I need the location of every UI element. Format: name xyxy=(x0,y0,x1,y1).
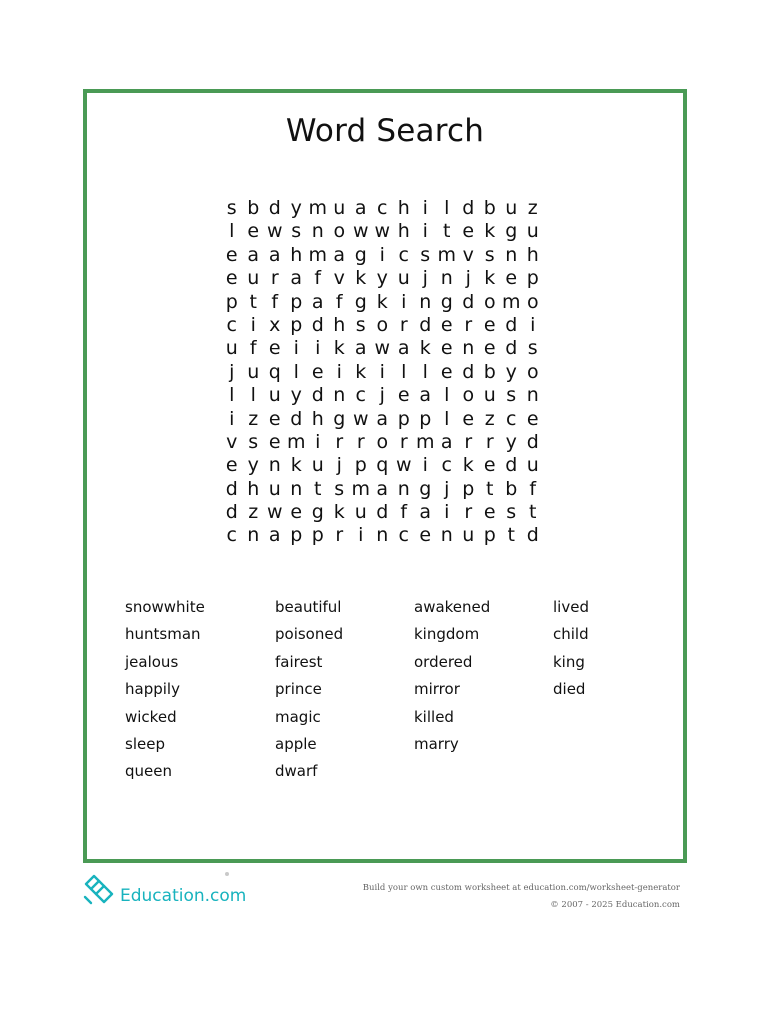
grid-letter: u xyxy=(354,501,367,524)
grid-letter: k xyxy=(355,267,367,290)
grid-letter: w xyxy=(266,501,283,524)
grid-letter: e xyxy=(483,454,496,477)
grid-letter: w xyxy=(374,220,391,243)
grid-letter: w xyxy=(266,220,283,243)
grid-letter: a xyxy=(268,243,281,266)
grid-letter: r xyxy=(464,430,473,453)
grid-letter: i xyxy=(379,360,385,383)
grid-letter: o xyxy=(376,430,389,453)
grid-letter: f xyxy=(271,290,279,313)
grid-letter: i xyxy=(530,313,536,336)
word-item: king xyxy=(553,652,585,671)
grid-letter: h xyxy=(526,243,539,266)
grid-letter: y xyxy=(376,267,388,290)
grid-letter: b xyxy=(505,477,518,500)
word-item: kingdom xyxy=(414,625,480,644)
word-item: happily xyxy=(125,680,180,699)
grid-letter: a xyxy=(419,501,432,524)
grid-letter: a xyxy=(333,243,346,266)
grid-letter: e xyxy=(483,313,496,336)
grid-letter: h xyxy=(333,313,346,336)
grid-letter: n xyxy=(505,243,518,266)
grid-letter: m xyxy=(308,197,327,219)
grid-letter: e xyxy=(440,337,453,360)
grid-row xyxy=(221,220,544,243)
grid-letter: q xyxy=(376,454,389,477)
grid-letter: d xyxy=(462,360,475,383)
grid-letter: g xyxy=(311,501,324,524)
grid-letter: r xyxy=(335,524,344,547)
word-item: dwarf xyxy=(275,762,318,781)
grid-letter: i xyxy=(422,197,428,219)
grid-letter: s xyxy=(334,477,345,500)
grid-letter: m xyxy=(286,430,306,453)
grid-letter: f xyxy=(335,290,343,313)
word-item: poisoned xyxy=(275,625,344,644)
grid-letter: e xyxy=(462,220,475,243)
grid-letter: a xyxy=(376,407,389,430)
grid-letter: i xyxy=(229,407,235,430)
grid-letter: v xyxy=(462,243,474,266)
grid-letter: p xyxy=(290,313,303,336)
word-item: wicked xyxy=(125,707,177,726)
grid-letter: j xyxy=(422,267,428,290)
grid-letter: e xyxy=(483,337,496,360)
grid-letter: i xyxy=(422,454,428,477)
grid-letter: a xyxy=(247,243,260,266)
grid-letter: d xyxy=(225,501,238,524)
grid-letter: e xyxy=(397,384,410,407)
word-item: killed xyxy=(414,707,454,726)
grid-letter: k xyxy=(376,290,388,313)
grid-letter: d xyxy=(526,430,539,453)
word-item: jealous xyxy=(125,652,179,671)
grid-letter: p xyxy=(290,290,303,313)
grid-letter: d xyxy=(462,290,475,313)
grid-letter: m xyxy=(437,243,456,266)
grid-letter: a xyxy=(354,337,367,360)
grid-letter: k xyxy=(419,337,431,360)
grid-letter: d xyxy=(225,477,238,500)
grid-letter: o xyxy=(462,384,475,407)
grid-row xyxy=(221,291,544,314)
grid-letter: u xyxy=(483,384,496,407)
grid-letter: s xyxy=(355,313,366,336)
grid-letter: w xyxy=(352,407,369,430)
grid-letter: l xyxy=(422,360,428,383)
grid-row xyxy=(221,361,544,384)
grid-row xyxy=(221,244,544,267)
grid-letter: p xyxy=(483,524,496,547)
grid-letter: f xyxy=(400,501,408,524)
grid-letter: i xyxy=(315,337,321,360)
grid-letter: w xyxy=(374,337,391,360)
grid-letter: i xyxy=(401,290,407,313)
word-item: fairest xyxy=(275,652,323,671)
grid-letter: o xyxy=(526,290,539,313)
grid-letter: y xyxy=(247,454,259,477)
grid-letter: u xyxy=(311,454,324,477)
grid-letter: a xyxy=(311,290,324,313)
grid-letter: u xyxy=(397,267,410,290)
grid-letter: y xyxy=(505,430,517,453)
grid-letter: s xyxy=(527,337,538,360)
grid-letter: c xyxy=(398,524,409,547)
grid-letter: h xyxy=(247,477,260,500)
grid-letter: g xyxy=(354,290,367,313)
grid-letter: n xyxy=(290,477,303,500)
grid-letter: z xyxy=(484,407,495,430)
grid-letter: b xyxy=(247,197,260,219)
grid-letter: e xyxy=(225,454,238,477)
grid-letter: d xyxy=(311,313,324,336)
grid-letter: u xyxy=(333,197,346,219)
grid-letter: r xyxy=(270,267,279,290)
grid-letter: e xyxy=(268,430,281,453)
grid-letter: n xyxy=(526,384,539,407)
grid-letter: e xyxy=(268,337,281,360)
grid-letter: d xyxy=(505,313,518,336)
grid-letter: d xyxy=(505,454,518,477)
grid-letter: e xyxy=(290,501,303,524)
grid-letter: j xyxy=(465,267,471,290)
grid-row xyxy=(221,501,544,524)
word-column-2 xyxy=(275,594,343,786)
grid-letter: a xyxy=(440,430,453,453)
grid-letter: j xyxy=(336,454,342,477)
grid-letter: u xyxy=(462,524,475,547)
grid-letter: u xyxy=(526,220,539,243)
grid-letter: a xyxy=(419,384,432,407)
grid-letter: o xyxy=(483,290,496,313)
grid-letter: e xyxy=(462,407,475,430)
grid-letter: t xyxy=(529,501,537,524)
grid-letter: p xyxy=(290,524,303,547)
grid-letter: b xyxy=(483,197,496,219)
grid-letter: s xyxy=(291,220,302,243)
word-item: apple xyxy=(275,734,317,753)
grid-letter: c xyxy=(226,313,237,336)
grid-letter: y xyxy=(290,197,302,219)
grid-letter: f xyxy=(249,337,257,360)
grid-letter: j xyxy=(379,384,385,407)
word-item: ordered xyxy=(414,652,473,671)
grid-letter: n xyxy=(440,524,453,547)
grid-letter: d xyxy=(376,501,389,524)
grid-letter: w xyxy=(395,454,412,477)
grid-row xyxy=(221,454,544,477)
grid-letter: c xyxy=(377,197,388,219)
word-item: lived xyxy=(553,598,589,616)
grid-letter: n xyxy=(419,290,432,313)
grid-row xyxy=(221,267,544,290)
grid-letter: d xyxy=(290,407,303,430)
grid-letter: o xyxy=(376,313,389,336)
grid-letter: n xyxy=(440,267,453,290)
grid-row xyxy=(221,431,544,454)
grid-letter: u xyxy=(225,337,238,360)
grid-letter: d xyxy=(505,337,518,360)
grid-letter: r xyxy=(464,501,473,524)
grid-row xyxy=(221,197,544,220)
grid-letter: k xyxy=(484,267,496,290)
grid-letter: s xyxy=(484,243,495,266)
word-item: awakened xyxy=(414,598,491,616)
grid-letter: i xyxy=(336,360,342,383)
grid-letter: n xyxy=(247,524,260,547)
grid-letter: g xyxy=(333,407,346,430)
grid-letter: d xyxy=(311,384,324,407)
grid-letter: z xyxy=(248,407,259,430)
grid-letter: k xyxy=(355,360,367,383)
grid-letter: j xyxy=(444,477,450,500)
grid-letter: l xyxy=(229,220,235,243)
grid-letter: i xyxy=(422,220,428,243)
grid-letter: e xyxy=(225,243,238,266)
grid-letter: n xyxy=(333,384,346,407)
grid-letter: s xyxy=(506,384,517,407)
word-item: snowwhite xyxy=(125,598,205,616)
grid-row xyxy=(221,524,544,547)
registered-mark xyxy=(225,872,229,876)
word-item: mirror xyxy=(414,680,460,699)
grid-letter: l xyxy=(293,360,299,383)
grid-letter: r xyxy=(464,313,473,336)
grid-letter: m xyxy=(501,290,521,313)
grid-letter: e xyxy=(268,407,281,430)
grid-letter: j xyxy=(229,360,235,383)
footer-copyright: © 2007 - 2025 Education.com xyxy=(550,900,680,910)
grid-letter: v xyxy=(226,430,238,453)
word-item: marry xyxy=(414,734,459,753)
grid-letter: g xyxy=(505,220,518,243)
worksheet-frame xyxy=(83,89,687,863)
grid-letter: z xyxy=(527,197,538,219)
grid-letter: k xyxy=(484,220,496,243)
grid-letter: d xyxy=(268,197,281,219)
grid-letter: r xyxy=(399,313,408,336)
grid-letter: i xyxy=(250,313,256,336)
word-item: prince xyxy=(275,680,322,699)
letter-grid xyxy=(221,197,544,548)
grid-letter: s xyxy=(506,501,517,524)
grid-letter: l xyxy=(444,407,450,430)
word-item: died xyxy=(553,680,586,699)
footer-build-text: Build your own custom worksheet at education.com/worksheet-generator xyxy=(362,883,680,893)
pencil-icon xyxy=(82,872,116,906)
grid-letter: r xyxy=(485,430,494,453)
grid-letter: u xyxy=(247,267,260,290)
grid-letter: t xyxy=(249,290,257,313)
grid-letter: a xyxy=(290,267,303,290)
grid-letter: u xyxy=(505,197,518,219)
grid-letter: n xyxy=(462,337,475,360)
grid-letter: s xyxy=(226,197,237,219)
grid-letter: p xyxy=(397,407,410,430)
grid-letter: p xyxy=(462,477,475,500)
grid-letter: e xyxy=(225,267,238,290)
brand-name: Education.com xyxy=(120,886,247,906)
grid-row xyxy=(221,478,544,501)
grid-letter: i xyxy=(444,501,450,524)
grid-letter: c xyxy=(226,524,237,547)
grid-letter: k xyxy=(333,337,345,360)
grid-row xyxy=(221,384,544,407)
grid-letter: u xyxy=(268,477,281,500)
grid-letter: e xyxy=(311,360,324,383)
word-item: queen xyxy=(125,762,172,781)
grid-letter: o xyxy=(526,360,539,383)
grid-letter: p xyxy=(225,290,238,313)
grid-letter: d xyxy=(419,313,432,336)
word-item: beautiful xyxy=(275,598,342,616)
grid-letter: i xyxy=(379,243,385,266)
grid-letter: c xyxy=(506,407,517,430)
grid-letter: g xyxy=(440,290,453,313)
word-item: magic xyxy=(275,707,321,726)
grid-letter: e xyxy=(440,313,453,336)
grid-letter: h xyxy=(290,243,303,266)
grid-letter: h xyxy=(311,407,324,430)
grid-letter: r xyxy=(335,430,344,453)
grid-letter: g xyxy=(354,243,367,266)
grid-letter: t xyxy=(507,524,515,547)
grid-letter: v xyxy=(333,267,345,290)
grid-letter: c xyxy=(355,384,366,407)
grid-letter: q xyxy=(268,360,281,383)
grid-letter: e xyxy=(247,220,260,243)
grid-letter: r xyxy=(356,430,365,453)
grid-letter: a xyxy=(354,197,367,219)
word-column-1 xyxy=(125,594,205,786)
word-column-4 xyxy=(553,594,589,704)
grid-letter: e xyxy=(526,407,539,430)
grid-letter: t xyxy=(314,477,322,500)
grid-letter: n xyxy=(397,477,410,500)
grid-letter: p xyxy=(311,524,324,547)
grid-letter: f xyxy=(529,477,537,500)
grid-letter: n xyxy=(268,454,281,477)
grid-letter: h xyxy=(397,197,410,219)
grid-letter: c xyxy=(398,243,409,266)
grid-letter: x xyxy=(269,313,281,336)
grid-letter: k xyxy=(462,454,474,477)
grid-row xyxy=(221,314,544,337)
grid-letter: l xyxy=(444,197,450,219)
grid-letter: w xyxy=(352,220,369,243)
grid-letter: i xyxy=(293,337,299,360)
grid-letter: s xyxy=(420,243,431,266)
education-logo[interactable] xyxy=(82,871,246,907)
grid-letter: p xyxy=(354,454,367,477)
grid-letter: l xyxy=(444,384,450,407)
grid-letter: r xyxy=(399,430,408,453)
word-column-3 xyxy=(414,594,490,758)
worksheet-title: Word Search xyxy=(285,113,485,149)
grid-letter: a xyxy=(376,477,389,500)
grid-letter: b xyxy=(483,360,496,383)
grid-letter: u xyxy=(247,360,260,383)
grid-letter: h xyxy=(397,220,410,243)
word-item: huntsman xyxy=(125,625,201,644)
grid-letter: m xyxy=(351,477,370,500)
grid-letter: e xyxy=(505,267,518,290)
grid-letter: l xyxy=(229,384,235,407)
grid-row xyxy=(221,337,544,360)
grid-letter: u xyxy=(268,384,281,407)
grid-letter: a xyxy=(268,524,281,547)
grid-letter: t xyxy=(486,477,494,500)
grid-letter: p xyxy=(419,407,432,430)
grid-letter: i xyxy=(315,430,321,453)
grid-letter: t xyxy=(443,220,451,243)
grid-letter: s xyxy=(248,430,259,453)
grid-letter: p xyxy=(526,267,539,290)
grid-letter: m xyxy=(415,430,435,453)
grid-letter: d xyxy=(462,197,475,219)
grid-letter: y xyxy=(290,384,302,407)
grid-letter: e xyxy=(483,501,496,524)
grid-letter: z xyxy=(248,501,259,524)
grid-letter: c xyxy=(441,454,452,477)
grid-letter: l xyxy=(401,360,407,383)
word-item: sleep xyxy=(125,734,165,753)
grid-letter: n xyxy=(311,220,324,243)
grid-letter: m xyxy=(308,243,327,266)
grid-row xyxy=(221,408,544,431)
word-item: child xyxy=(553,625,589,644)
grid-letter: g xyxy=(419,477,432,500)
grid-letter: l xyxy=(250,384,256,407)
grid-letter: y xyxy=(505,360,517,383)
grid-letter: i xyxy=(358,524,364,547)
grid-letter: e xyxy=(419,524,432,547)
grid-letter: n xyxy=(376,524,389,547)
grid-letter: o xyxy=(333,220,346,243)
grid-letter: k xyxy=(290,454,302,477)
grid-letter: a xyxy=(397,337,410,360)
grid-letter: u xyxy=(526,454,539,477)
grid-letter: d xyxy=(526,524,539,547)
grid-letter: f xyxy=(314,267,322,290)
grid-letter: e xyxy=(440,360,453,383)
grid-letter: k xyxy=(333,501,345,524)
